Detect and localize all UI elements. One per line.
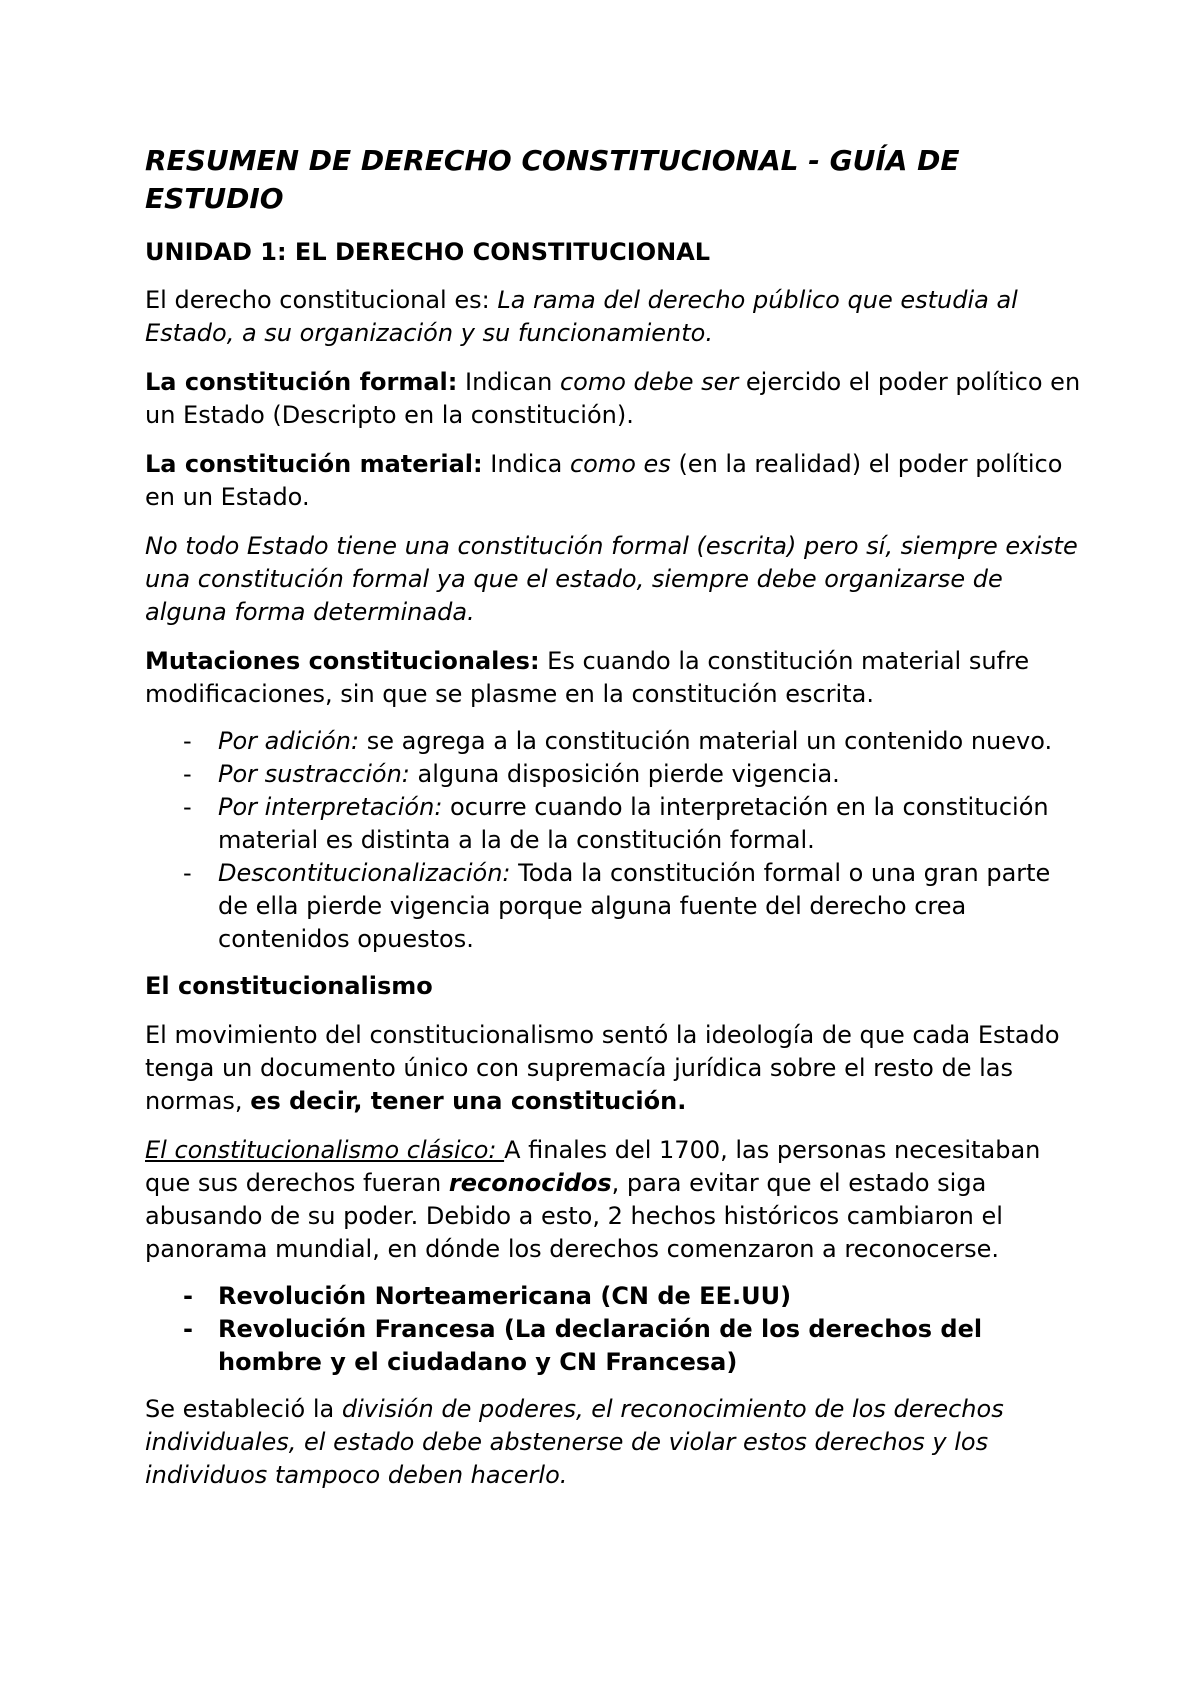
formal-text-1: Indican: [457, 368, 560, 396]
list-dash: -: [183, 859, 192, 887]
clasico-paragraph: [145, 1134, 1085, 1266]
list-item-text: Revolución Norteamericana (CN de EE.UU): [218, 1282, 792, 1310]
formal-term: La constitución formal:: [145, 368, 458, 396]
closing-paragraph: [145, 1393, 1085, 1492]
list-item-text: alguna disposición pierde vigencia.: [409, 760, 840, 788]
list-item: [145, 1280, 1085, 1313]
mutations-term: Mutaciones constitucionales:: [145, 647, 540, 675]
list-dash: -: [183, 1282, 193, 1310]
definition-text: La rama del derecho público que estudia al Estado, a su organización y su funcionamiento.: [145, 286, 1018, 347]
list-dash: -: [183, 760, 192, 788]
list-item-label: Descontitucionalización:: [218, 859, 511, 887]
definition-paragraph: [145, 284, 1085, 350]
list-item: [145, 791, 1085, 857]
constitucionalismo-text: El movimiento del constitucionalismo sentó la ideología de que cada Estado tenga un documento único con supremacía jurídica sobre el resto de las normas,: [145, 1021, 1060, 1115]
list-item: [145, 758, 1085, 791]
list-item-label: Por adición:: [218, 727, 360, 755]
list-item-text: Revolución Francesa (La declaración de los derechos del hombre y el ciudadano y CN Francesa): [218, 1315, 983, 1376]
list-item: [145, 725, 1085, 758]
list-item-text: ocurre cuando la interpretación en la constitución material es distinta a la de la constitución formal.: [218, 793, 1049, 854]
mutations-paragraph: [145, 645, 1085, 711]
list-item-label: Por sustracción:: [218, 760, 410, 788]
section-heading: El constitucionalismo: [145, 972, 433, 1000]
list-dash: -: [183, 793, 192, 821]
clasico-label: El constitucionalismo clásico:: [145, 1136, 505, 1164]
mutations-text: Es cuando la constitución material sufre modificaciones, sin que se plasme en la constitución escrita.: [145, 647, 1030, 708]
list-item: [145, 857, 1085, 956]
material-italic: como es: [569, 450, 671, 478]
material-text-1: Indica: [482, 450, 570, 478]
material-term: La constitución material:: [145, 450, 483, 478]
list-dash: -: [183, 727, 192, 755]
clasico-emphasis: reconocidos: [448, 1169, 612, 1197]
definition-lead: El derecho constitucional es:: [145, 286, 498, 314]
list-item-text: Toda la constitución formal o una gran parte de ella pierde vigencia porque alguna fuente del derecho crea contenidos opuestos.: [218, 859, 1051, 953]
events-list: [145, 1280, 1085, 1379]
formal-constitution-paragraph: [145, 366, 1085, 432]
clasico-text-1: A finales del 1700, las personas necesitaban que sus derechos fueran: [145, 1136, 1041, 1197]
list-item-text: se agrega a la constitución material un contenido nuevo.: [359, 727, 1053, 755]
unit-heading: UNIDAD 1: EL DERECHO CONSTITUCIONAL: [145, 238, 711, 266]
note-paragraph: No todo Estado tiene una constitución formal (escrita) pero sí, siempre existe una constitución formal ya que el estado, siempre debe organizarse de alguna forma determinada.: [145, 532, 1078, 626]
closing-text: Se estableció la: [145, 1395, 342, 1423]
clasico-text-2: , para evitar que el estado siga abusando de su poder. Debido a esto, 2 hechos históricos cambiaron el panorama mundial, en dónde los derechos comenzaron a reconocerse.: [145, 1169, 1003, 1263]
list-item: [145, 1313, 1085, 1379]
document-title: RESUMEN DE DERECHO CONSTITUCIONAL - GUÍA DE ESTUDIO: [145, 144, 960, 215]
material-text-2: (en la realidad) el poder político en un Estado.: [145, 450, 1063, 511]
document-page: [145, 142, 1085, 1508]
constitucionalismo-bold: es decir, tener una constitución.: [250, 1087, 687, 1115]
list-item-label: Por interpretación:: [218, 793, 443, 821]
formal-italic: como debe ser: [559, 368, 739, 396]
closing-italic: división de poderes, el reconocimiento de los derechos individuales, el estado debe abstenerse de violar estos derechos y los individuos tampoco deben hacerlo.: [145, 1395, 1004, 1489]
material-constitution-paragraph: [145, 448, 1085, 514]
constitucionalismo-paragraph: [145, 1019, 1085, 1118]
list-dash: -: [183, 1315, 193, 1343]
mutations-list: [145, 725, 1085, 956]
formal-text-2: ejercido el poder político en un Estado (Descripto en la constitución).: [145, 368, 1081, 429]
